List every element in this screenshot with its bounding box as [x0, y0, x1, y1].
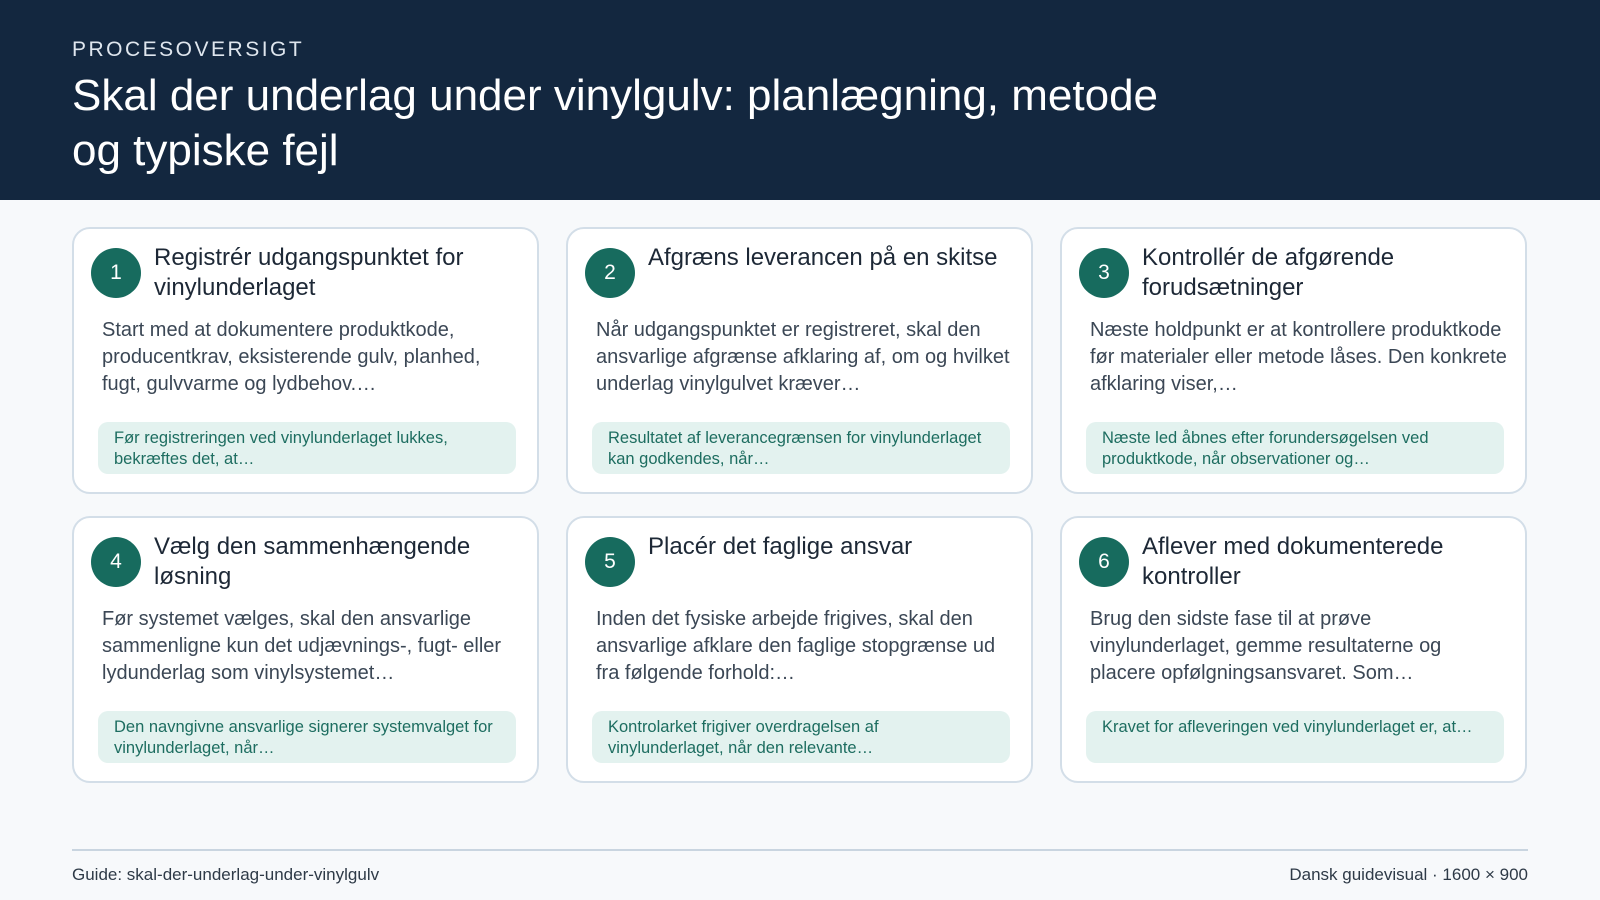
process-card-6	[1060, 516, 1527, 783]
card-body: Næste holdpunkt er at kontrollere produktkode før materialer eller metode låses. Den konkrete afklaring viser,…	[1090, 319, 1507, 395]
step-number-badge: 5	[585, 537, 635, 587]
card-body: Når udgangspunktet er registreret, skal den ansvarlige afgrænse afklaring af, om og hvilket underlag vinylgulvet kræver…	[596, 319, 1010, 395]
card-note: Før registreringen ved vinylunderlaget lukkes, bekræftes det, at…	[98, 422, 516, 474]
process-card-3	[1060, 227, 1527, 494]
card-title: Aflever med dokumenterede kontroller	[1142, 533, 1444, 590]
footer-meta: Dansk guidevisual · 1600 × 900	[1289, 865, 1528, 884]
card-body: Start med at dokumentere produktkode, producentkrav, eksisterende gulv, planhed, fugt, gulvvarme og lydbehov.…	[102, 319, 481, 395]
card-title: Placér det faglige ansvar	[648, 533, 913, 560]
card-title: Vælg den sammenhængende løsning	[154, 533, 471, 590]
step-number-badge: 1	[91, 248, 141, 298]
card-title: Afgræns leverancen på en skitse	[648, 244, 998, 271]
card-body: Brug den sidste fase til at prøve vinylunderlaget, gemme resultaterne og placere opfølgningsansvaret. Som…	[1090, 608, 1442, 684]
process-card-2	[566, 227, 1033, 494]
page-header	[0, 0, 1600, 200]
process-card-4	[72, 516, 539, 783]
footer-divider	[72, 849, 1528, 851]
footer-guide-slug: Guide: skal-der-underlag-under-vinylgulv	[72, 865, 380, 884]
card-title: Kontrollér de afgørende forudsætninger	[1142, 244, 1395, 301]
card-note: Den navngivne ansvarlige signerer systemvalget for vinylunderlaget, når…	[98, 711, 516, 763]
card-note: Resultatet af leverancegrænsen for vinylunderlaget kan godkendes, når…	[592, 422, 1010, 474]
page-title: Skal der underlag under vinylgulv: planlægning, metode og typiske fejl	[72, 71, 1159, 175]
step-number-badge: 2	[585, 248, 635, 298]
step-number-badge: 4	[91, 537, 141, 587]
eyebrow-label: PROCESOVERSIGT	[72, 38, 305, 61]
step-number-badge: 6	[1079, 537, 1129, 587]
card-note: Næste led åbnes efter forundersøgelsen ved produktkode, når observationer og…	[1086, 422, 1504, 474]
process-card-5	[566, 516, 1033, 783]
card-note: Kravet for afleveringen ved vinylunderlaget er, at…	[1086, 711, 1504, 763]
card-title: Registrér udgangspunktet for vinylunderlaget	[154, 244, 464, 301]
process-card-1	[72, 227, 539, 494]
card-body: Før systemet vælges, skal den ansvarlige sammenligne kun det udjævnings-, fugt- eller lydunderlag som vinylsystemet…	[102, 608, 502, 684]
card-body: Inden det fysiske arbejde frigives, skal den ansvarlige afklare den faglige stopgrænse ud fra følgende forhold:…	[596, 608, 996, 684]
card-note: Kontrolarket frigiver overdragelsen af vinylunderlaget, når den relevante…	[592, 711, 1010, 763]
step-number-badge: 3	[1079, 248, 1129, 298]
